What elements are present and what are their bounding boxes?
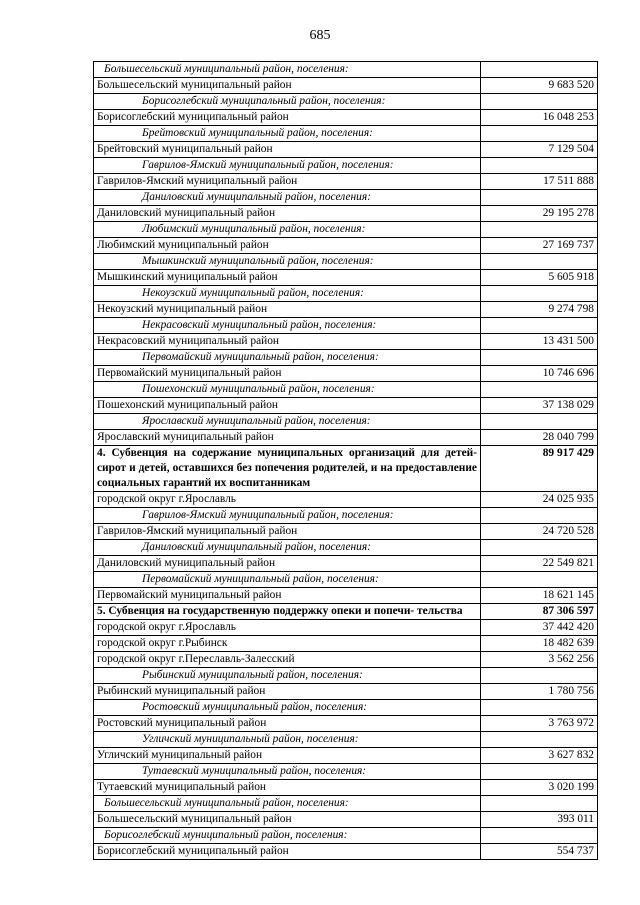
subheading-row — [94, 190, 598, 206]
table-row — [94, 270, 598, 286]
amount-cell: 13 431 500 — [481, 334, 598, 350]
amount-cell: 1 780 756 — [481, 684, 598, 700]
amount-cell: 3 020 199 — [481, 780, 598, 796]
subheading-row — [94, 94, 598, 110]
row-label: Тутаевский муниципальный район, поселения: — [94, 764, 481, 780]
recipient-name: Ростовский муниципальный район — [94, 716, 481, 732]
amount-cell: 5 605 918 — [481, 270, 598, 286]
amount-cell: 18 482 639 — [481, 636, 598, 652]
recipient-name: Некрасовский муниципальный район — [94, 334, 481, 350]
section-heading-row — [94, 446, 598, 492]
row-label: Борисоглебский муниципальный район, поселения: — [94, 828, 481, 844]
amount-cell: 554 737 — [481, 844, 598, 860]
subheading-row — [94, 764, 598, 780]
recipient-name: Борисоглебский муниципальный район — [94, 844, 481, 860]
table-row — [94, 636, 598, 652]
recipient-name: Даниловский муниципальный район — [94, 206, 481, 222]
subheading-row — [94, 732, 598, 748]
subheading-row — [94, 126, 598, 142]
recipient-name: Любимский муниципальный район — [94, 238, 481, 254]
row-label: Гаврилов-Ямский муниципальный район, поселения: — [94, 508, 481, 524]
recipient-name: Первомайский муниципальный район — [94, 366, 481, 382]
subheading-row — [94, 796, 598, 812]
table-row — [94, 78, 598, 94]
table-row — [94, 716, 598, 732]
row-label: Мышкинский муниципальный район, поселения: — [94, 254, 481, 270]
recipient-name: Первомайский муниципальный район — [94, 588, 481, 604]
recipient-name: Даниловский муниципальный район — [94, 556, 481, 572]
subheading-row — [94, 508, 598, 524]
amount-cell — [481, 796, 598, 812]
subheading-row — [94, 318, 598, 334]
amount-cell: 3 763 972 — [481, 716, 598, 732]
table-row — [94, 844, 598, 860]
table-row — [94, 556, 598, 572]
subheading-row — [94, 572, 598, 588]
amount-cell: 28 040 799 — [481, 430, 598, 446]
amount-cell — [481, 254, 598, 270]
row-label: Ростовский муниципальный район, поселения: — [94, 700, 481, 716]
amount-cell — [481, 764, 598, 780]
row-label: Большесельский муниципальный район, поселения: — [94, 796, 481, 812]
row-label: Даниловский муниципальный район, поселения: — [94, 540, 481, 556]
amount-cell — [481, 732, 598, 748]
recipient-name: Пошехонский муниципальный район — [94, 398, 481, 414]
row-label: Гаврилов-Ямский муниципальный район, поселения: — [94, 158, 481, 174]
table-row — [94, 588, 598, 604]
amount-cell: 393 011 — [481, 812, 598, 828]
recipient-name: Большесельский муниципальный район — [94, 812, 481, 828]
budget-table — [93, 61, 598, 860]
subheading-row — [94, 540, 598, 556]
amount-cell: 9 683 520 — [481, 78, 598, 94]
row-label: Первомайский муниципальный район, поселения: — [94, 350, 481, 366]
table-row — [94, 110, 598, 126]
subheading-row — [94, 700, 598, 716]
amount-cell — [481, 540, 598, 556]
table-row — [94, 302, 598, 318]
table-row — [94, 524, 598, 540]
amount-cell: 10 746 696 — [481, 366, 598, 382]
amount-cell: 3 627 832 — [481, 748, 598, 764]
amount-cell — [481, 572, 598, 588]
amount-cell: 7 129 504 — [481, 142, 598, 158]
amount-cell — [481, 508, 598, 524]
amount-cell — [481, 700, 598, 716]
subheading-row — [94, 414, 598, 430]
amount-cell — [481, 286, 598, 302]
table-row — [94, 430, 598, 446]
recipient-name: Гаврилов-Ямский муниципальный район — [94, 524, 481, 540]
row-label: Любимский муниципальный район, поселения: — [94, 222, 481, 238]
amount-cell — [481, 318, 598, 334]
amount-cell: 29 195 278 — [481, 206, 598, 222]
amount-cell: 16 048 253 — [481, 110, 598, 126]
subheading-row — [94, 828, 598, 844]
recipient-name: городской округ г.Рыбинск — [94, 636, 481, 652]
amount-cell — [481, 382, 598, 398]
row-label: Некоузский муниципальный район, поселения: — [94, 286, 481, 302]
amount-cell: 27 169 737 — [481, 238, 598, 254]
subheading-row — [94, 382, 598, 398]
recipient-name: Большесельский муниципальный район — [94, 78, 481, 94]
section-heading-row — [94, 604, 598, 620]
recipient-name: Гаврилов-Ямский муниципальный район — [94, 174, 481, 190]
row-label: Большесельский муниципальный район, поселения: — [94, 62, 481, 78]
row-label: Угличский муниципальный район, поселения: — [94, 732, 481, 748]
table-row — [94, 684, 598, 700]
row-label: Рыбинский муниципальный район, поселения: — [94, 668, 481, 684]
row-label: Брейтовский муниципальный район, поселения: — [94, 126, 481, 142]
recipient-name: Мышкинский муниципальный район — [94, 270, 481, 286]
amount-cell — [481, 126, 598, 142]
row-label: Пошехонский муниципальный район, поселения: — [94, 382, 481, 398]
recipient-name: городской округ г.Ярославль — [94, 492, 481, 508]
recipient-name: Тутаевский муниципальный район — [94, 780, 481, 796]
table-row — [94, 780, 598, 796]
amount-cell — [481, 414, 598, 430]
amount-cell: 89 917 429 — [481, 446, 598, 492]
subheading-row — [94, 350, 598, 366]
table-row — [94, 174, 598, 190]
amount-cell: 24 720 528 — [481, 524, 598, 540]
table-row — [94, 366, 598, 382]
row-label: 4. Субвенция на содержание муниципальных организаций для детей-сирот и детей, оставшихся без попечения родителей, и на предоставление социальных гарантий их воспитанникам — [94, 446, 481, 492]
table-body — [94, 62, 598, 860]
row-label: Некрасовский муниципальный район, поселения: — [94, 318, 481, 334]
table-row — [94, 652, 598, 668]
amount-cell: 17 511 888 — [481, 174, 598, 190]
subheading-row — [94, 254, 598, 270]
amount-cell — [481, 828, 598, 844]
recipient-name: Рыбинский муниципальный район — [94, 684, 481, 700]
table-row — [94, 398, 598, 414]
amount-cell: 37 442 420 — [481, 620, 598, 636]
recipient-name: Брейтовский муниципальный район — [94, 142, 481, 158]
recipient-name: городской округ г.Ярославль — [94, 620, 481, 636]
amount-cell — [481, 668, 598, 684]
amount-cell: 9 274 798 — [481, 302, 598, 318]
table-row — [94, 812, 598, 828]
amount-cell: 87 306 597 — [481, 604, 598, 620]
amount-cell — [481, 158, 598, 174]
table-row — [94, 206, 598, 222]
table-row — [94, 142, 598, 158]
amount-cell — [481, 350, 598, 366]
amount-cell — [481, 190, 598, 206]
recipient-name: Некоузский муниципальный район — [94, 302, 481, 318]
row-label: Борисоглебский муниципальный район, поселения: — [94, 94, 481, 110]
table-row — [94, 334, 598, 350]
page-number: 685 — [309, 28, 331, 43]
recipient-name: городской округ г.Переславль-Залесский — [94, 652, 481, 668]
subheading-row — [94, 286, 598, 302]
subheading-row — [94, 668, 598, 684]
row-label: Даниловский муниципальный район, поселения: — [94, 190, 481, 206]
amount-cell: 3 562 256 — [481, 652, 598, 668]
amount-cell — [481, 94, 598, 110]
amount-cell: 24 025 935 — [481, 492, 598, 508]
subheading-row — [94, 222, 598, 238]
amount-cell — [481, 62, 598, 78]
table-row — [94, 238, 598, 254]
table-row — [94, 748, 598, 764]
amount-cell: 37 138 029 — [481, 398, 598, 414]
table-row — [94, 492, 598, 508]
row-label: Первомайский муниципальный район, поселения: — [94, 572, 481, 588]
subheading-row — [94, 62, 598, 78]
amount-cell: 18 621 145 — [481, 588, 598, 604]
table-row — [94, 620, 598, 636]
subheading-row — [94, 158, 598, 174]
amount-cell: 22 549 821 — [481, 556, 598, 572]
recipient-name: Борисоглебский муниципальный район — [94, 110, 481, 126]
recipient-name: Ярославский муниципальный район — [94, 430, 481, 446]
row-label: Ярославский муниципальный район, поселения: — [94, 414, 481, 430]
recipient-name: Угличский муниципальный район — [94, 748, 481, 764]
amount-cell — [481, 222, 598, 238]
row-label: 5. Субвенция на государственную поддержку опеки и попечи- тельства — [94, 604, 481, 620]
